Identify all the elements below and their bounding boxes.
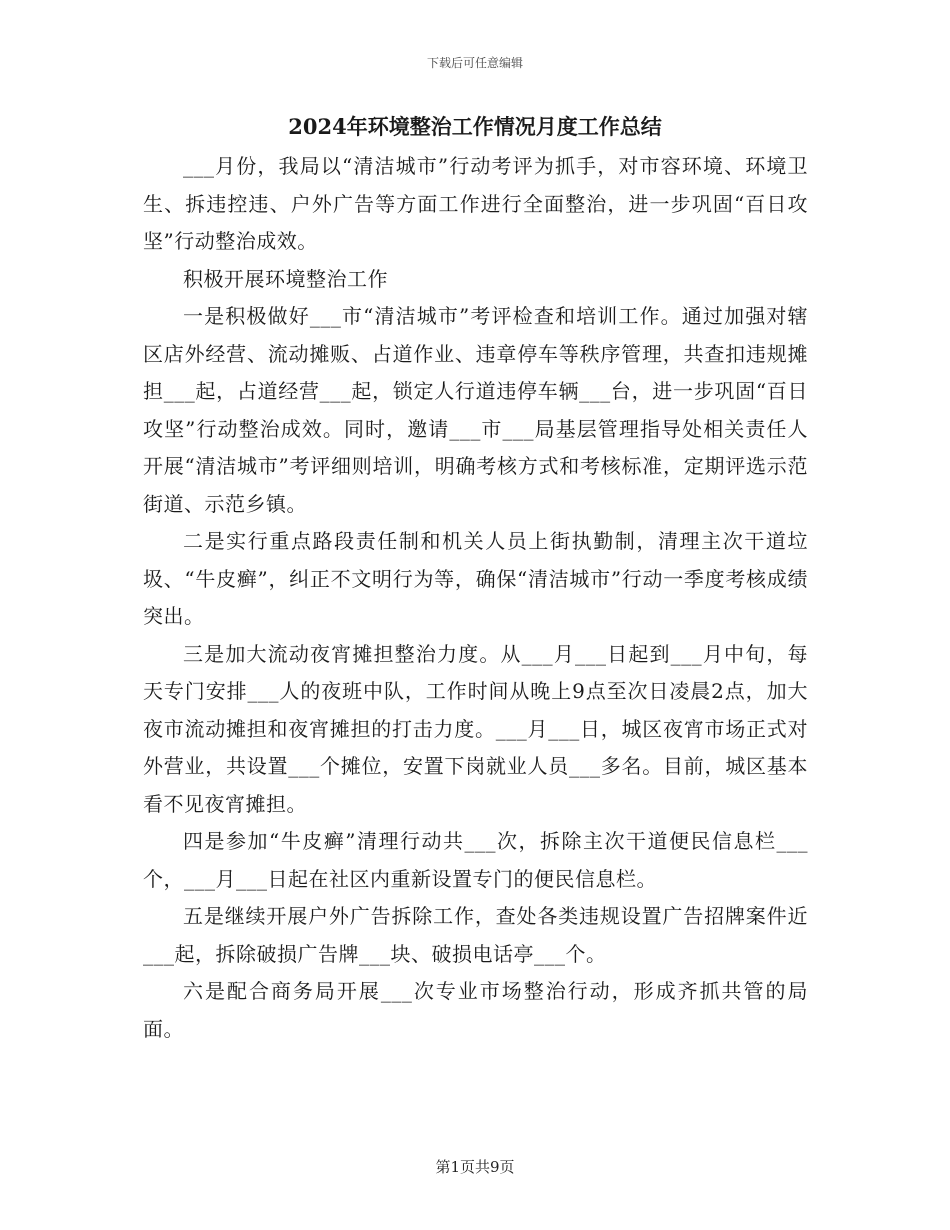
document-body (143, 148, 808, 1048)
page-header-note: 下载后可任意编辑 (426, 56, 523, 70)
paragraph-item-4: 四是参加“牛皮癣”清理行动共___次，拆除主次干道便民信息栏___个，___月___日起在社区内重新设置专门的便民信息栏。 (143, 829, 808, 891)
paragraph-item-2: 二是实行重点路段责任制和机关人员上街执勤制，清理主次干道垃圾、“牛皮癣”，纠正不文明行为等，确保“清洁城市”行动一季度考核成绩突出。 (143, 529, 808, 628)
section-heading: 积极开展环境整治工作 (183, 266, 388, 291)
paragraph-intro: ___月份，我局以“清洁城市”行动考评为抓手，对市容环境、环境卫生、拆违控违、户外广告等方面工作进行全面整治，进一步巩固“百日攻坚”行动整治成效。 (143, 154, 808, 253)
page-number: 第1页共9页 (435, 1158, 515, 1176)
paragraph-item-3: 三是加大流动夜宵摊担整治力度。从___月___日起到___月中旬，每天专门安排___人的夜班中队，工作时间从晚上9点至次日凌晨2点，加大夜市流动摊担和夜宵摊担的打击力度。___月___日，城区夜宵市场正式对外营业，共设置___个摊位，安置下岗就业人员___多名。目前，城区基本看不见夜宵摊担。 (143, 641, 808, 816)
paragraph-item-1: 一是积极做好___市“清洁城市”考评检查和培训工作。通过加强对辖区店外经营、流动摊贩、占道作业、违章停车等秩序管理，共查扣违规摊担___起，占道经营___起，锁定人行道违停车辆___台，进一步巩固“百日攻坚”行动整治成效。同时，邀请___市___局基层管理指导处相关责任人开展“清洁城市”考评细则培训，明确考核方式和考核标准，定期评选示范街道、示范乡镇。 (143, 304, 808, 516)
paragraph-item-5: 五是继续开展户外广告拆除工作，查处各类违规设置广告招牌案件近___起，拆除破损广告牌___块、破损电话亭___个。 (143, 904, 808, 966)
paragraph-item-6: 六是配合商务局开展___次专业市场整治行动，形成齐抓共管的局面。 (143, 979, 808, 1041)
document-title: 2024年环境整治工作情况月度工作总结 (288, 114, 662, 139)
